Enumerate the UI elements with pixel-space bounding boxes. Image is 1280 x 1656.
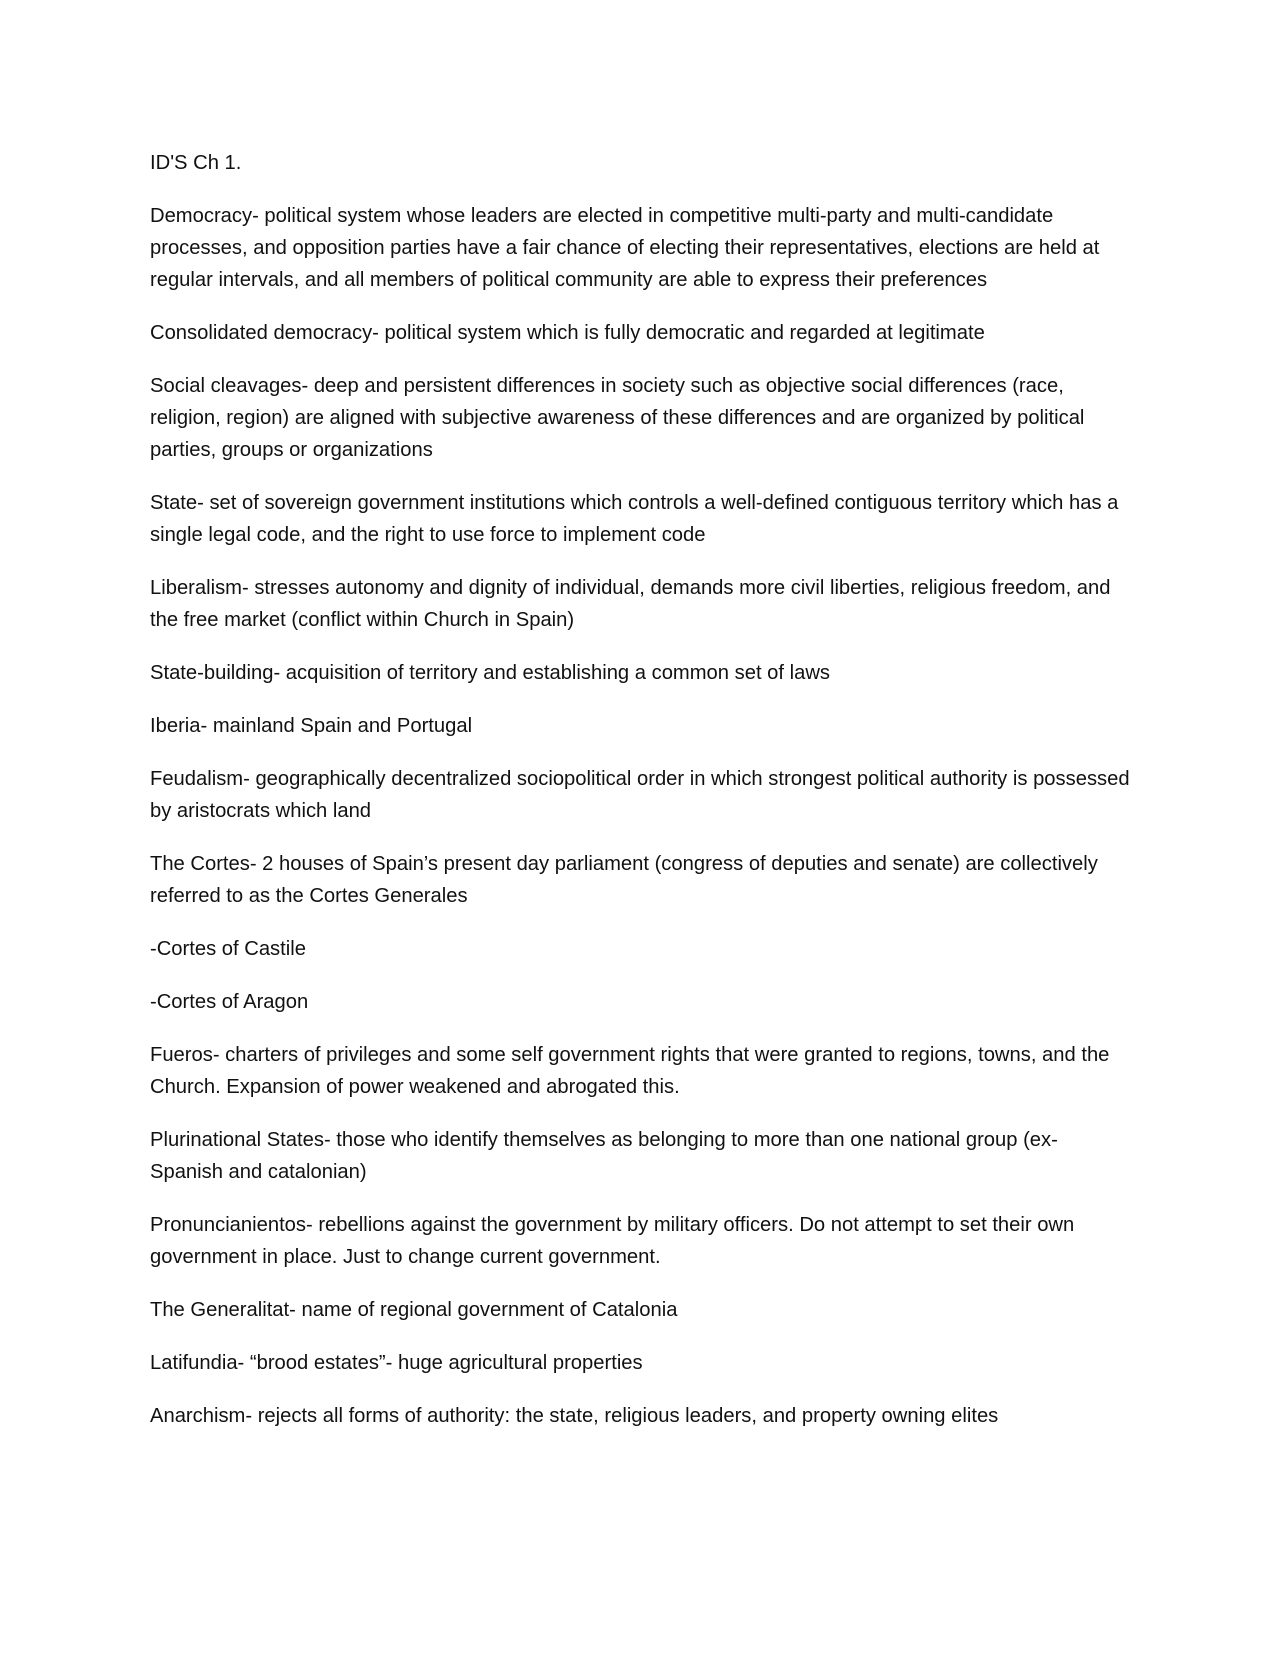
cortes-of-castile: -Cortes of Castile [150,938,306,960]
definition-anarchism: Anarchism- rejects all forms of authority: the state, religious leaders, and property owning elites [150,1405,999,1427]
definition-fueros: Fueros- charters of privileges and some self government rights that were granted to regions, towns, and the Church. Expansion of power weakened and abrogated this. [150,1044,1110,1098]
definition-social-cleavages: Social cleavages- deep and persistent differences in society such as objective social differences (race, religion, region) are aligned with subjective awareness of these differences and are organized by political parties, groups or organizations [150,375,1085,461]
definition-the-cortes: The Cortes- 2 houses of Spain’s present day parliament (congress of deputies and senate) are collectively referred to as the Cortes Generales [150,853,1098,907]
definition-democracy: Democracy- political system whose leaders are elected in competitive multi-party and multi-candidate processes, and opposition parties have a fair chance of electing their representatives, elections are held at regular intervals, and all members of political community are able to express their preferences [150,205,1100,291]
definition-state: State- set of sovereign government institutions which controls a well-defined contiguous territory which has a single legal code, and the right to use force to implement code [150,492,1119,546]
definition-consolidated-democracy: Consolidated democracy- political system which is fully democratic and regarded at legitimate [150,322,985,344]
definition-plurinational-states: Plurinational States- those who identify themselves as belonging to more than one national group (ex- Spanish and catalonian) [150,1129,1058,1183]
definition-pronuncianientos: Pronuncianientos- rebellions against the government by military officers. Do not attempt to set their own government in place. Just to change current government. [150,1214,1075,1268]
definition-latifundia: Latifundia- “brood estates”- huge agricultural properties [150,1352,643,1374]
definition-the-generalitat: The Generalitat- name of regional government of Catalonia [150,1299,678,1321]
definition-feudalism: Feudalism- geographically decentralized sociopolitical order in which strongest political authority is possessed by aristocrats which land [150,768,1130,822]
definition-state-building: State-building- acquisition of territory and establishing a common set of laws [150,662,830,684]
document-body [150,147,1135,1453]
definition-iberia: Iberia- mainland Spain and Portugal [150,715,473,737]
document-title: ID'S Ch 1. [150,152,242,174]
cortes-of-aragon: -Cortes of Aragon [150,991,309,1013]
definition-liberalism: Liberalism- stresses autonomy and dignity of individual, demands more civil liberties, religious freedom, and the free market (conflict within Church in Spain) [150,577,1111,631]
